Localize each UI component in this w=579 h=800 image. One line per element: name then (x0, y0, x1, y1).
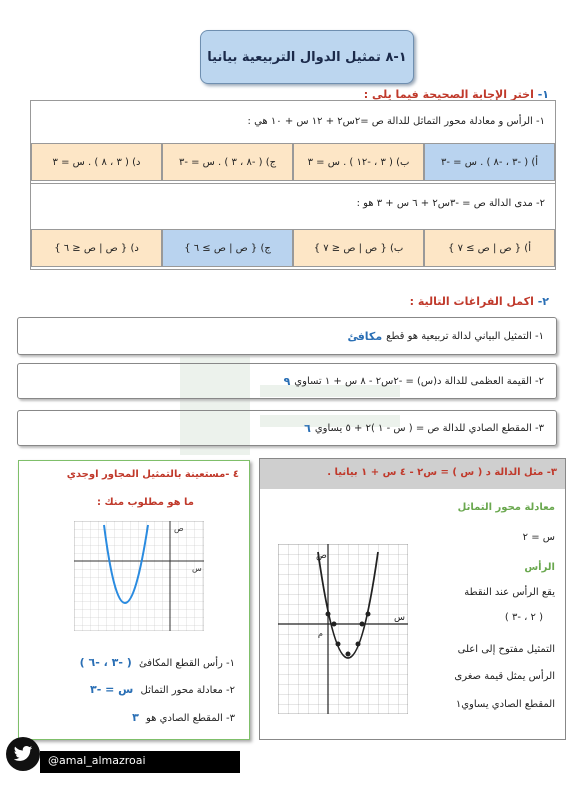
left-card (18, 460, 250, 740)
axis-heading: معادلة محور التماثل (457, 502, 555, 513)
q2-option-c[interactable]: ج) { ص | ص ≥ ٦ } (162, 229, 293, 267)
left-graph-x-label: س (192, 564, 202, 573)
section2-number: ٢- (537, 295, 549, 308)
q1-text: ١- الرأس و معادلة محور التماثل للدالة ص =٢س٢ + ١٢ س + ١٠ هي : (247, 115, 545, 127)
note-1: التمثيل مفتوح إلى اعلى (457, 644, 555, 655)
right-graph-origin-label: م (318, 629, 323, 638)
axis-value: س = ٢ (522, 532, 555, 543)
fill-item-2 (17, 363, 557, 399)
q1-option-d[interactable]: د) ( ٣ ، ٨ ) . س = ٣ (31, 143, 162, 181)
fill-item-3-answer: ٦ (304, 421, 311, 435)
q2-option-b[interactable]: ب) { ص | ص ≤ ٧ } (293, 229, 424, 267)
vertex-text: يقع الرأس عند النقطة (464, 587, 555, 598)
q1-option-a[interactable]: أ) ( -٣ ، -٨ ) . س = -٣ (424, 143, 555, 181)
left-line-1-answer: ( -٣ ، -٦ ) (79, 656, 132, 669)
fill-item-1-text: ١- التمثيل البياني لدالة تربيعية هو قطع (386, 330, 544, 342)
page-title (200, 30, 414, 84)
left-line-2 (90, 683, 235, 696)
left-card-subheading: ما هو مطلوب منك : (97, 497, 194, 508)
fill-item-1 (17, 317, 557, 355)
left-line-1-text: ١- رأس القطع المكافئ (138, 658, 235, 669)
left-graph-y-label: ص (174, 524, 184, 533)
section1-heading-text: اختر الإجابة الصحيحة فيما يلي : (363, 88, 534, 101)
right-graph-x-label: س (394, 613, 405, 623)
right-card (259, 458, 566, 740)
q1-option-b[interactable]: ب) ( ٣ ، -١٢ ) . س = ٣ (293, 143, 424, 181)
fill-item-2-text: ٢- القيمة العظمى للدالة د(س) = -٢س٢ - ٨ س + ١ تساوي (294, 375, 544, 387)
vertex-heading: الرأس (524, 562, 555, 573)
left-line-2-text: ٢- معادلة محور التماثل (140, 685, 235, 696)
note-3: المقطع الصادي يساوي١ (455, 699, 555, 710)
q1-options (31, 143, 555, 181)
fill-item-3 (17, 410, 557, 446)
section1-number: ١- (537, 88, 549, 101)
left-line-2-answer: س = -٣ (90, 683, 134, 696)
author-handle[interactable]: @amal_almazroai (48, 754, 146, 767)
left-card-heading: ٤ -مستعينة بالتمثيل المجاور اوجدي (66, 469, 239, 480)
q2-text: ٢- مدى الدالة ص = -٣س٢ + ٦ س + ٣ هو : (31, 183, 555, 223)
right-card-heading: ٣- مثل الدالة د ( س ) = س٢ - ٤ س + ١ بيانيا . (327, 467, 557, 478)
left-graph (74, 521, 204, 631)
twitter-bird-icon (6, 737, 40, 771)
fill-item-1-answer: مكافئ (347, 329, 383, 343)
right-graph-y-label: ص (316, 551, 327, 561)
note-2: الرأس يمثل قيمة صغرى (454, 671, 555, 682)
q1-option-c[interactable]: ج) ( -٨ ، ٣ ) . س = -٣ (162, 143, 293, 181)
vertex-value: ( ٢ ، -٣ ) (504, 612, 543, 623)
section2-heading (410, 295, 549, 308)
left-line-3-text: ٣- المقطع الصادي هو (146, 713, 235, 724)
fill-item-3-text: ٣- المقطع الصادي للدالة ص = ( س - ١ )٢ + ٥ يساوي (314, 422, 544, 434)
q2-option-d[interactable]: د) { ص | ص ≤ ٦ } (31, 229, 162, 267)
right-graph (278, 544, 408, 714)
q2-option-a[interactable]: أ) { ص | ص ≥ ٧ } (424, 229, 555, 267)
left-line-3 (132, 711, 235, 724)
q2-options (31, 229, 555, 267)
left-line-1 (80, 656, 235, 669)
left-line-3-answer: ٣ (132, 711, 139, 724)
section2-heading-text: اكمل الفراغات التالية : (409, 295, 534, 308)
fill-item-2-answer: ٩ (283, 374, 291, 388)
mcq-table (30, 100, 556, 270)
page-title-text: ١-٨ تمثيل الدوال التربيعية بيانيا (207, 49, 407, 65)
